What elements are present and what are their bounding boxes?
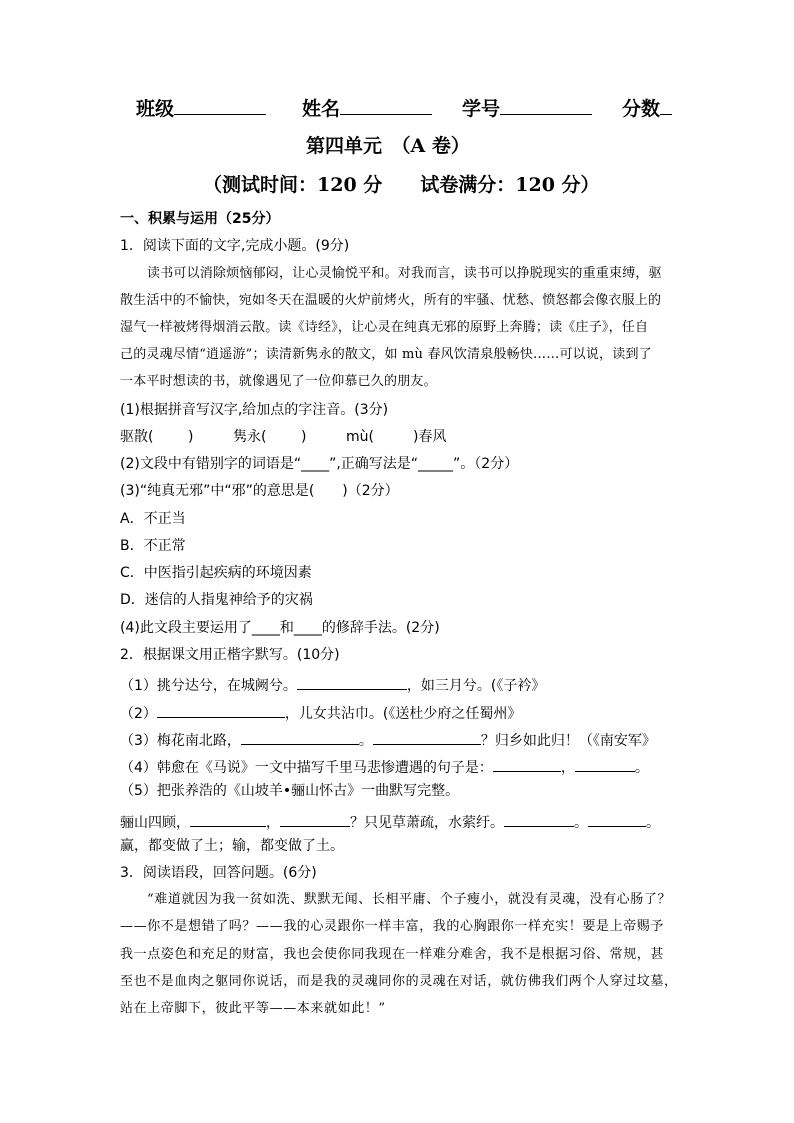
pinyin-item-2-open: 隽永( bbox=[233, 429, 267, 445]
q1-option-d[interactable]: D．迷信的人指鬼神给予的灾祸 bbox=[120, 592, 313, 608]
q2-line-4: （4）韩愈在《马说》一文中描写千里马悲惨遭遇的句子是： ， 。 bbox=[120, 757, 649, 775]
q3-passage-line: 站在上帝脚下，彼此平等——本来就如此！” bbox=[120, 1001, 386, 1016]
score-label: 分数 bbox=[622, 98, 661, 120]
page-subtitle: （测试时间：120 分 试卷满分：120 分） bbox=[203, 174, 600, 196]
q3-passage-line: 我一点姿色和充足的财富，我也会使你同我现在一样难分难舍，我不是根据习俗、常规，甚 bbox=[120, 947, 665, 962]
q2-line-5: （5）把张养浩的《山坡羊•骊山怀古》一曲默写完整。 bbox=[120, 783, 460, 799]
number-label: 学号 bbox=[462, 98, 501, 120]
answer-blank[interactable] bbox=[373, 730, 481, 745]
pinyin-item-1-close[interactable]: ) bbox=[188, 429, 194, 445]
q1-sub2: (2)文段中有错别字的词语是“____”,正确写法是“_____”。（2分） bbox=[120, 456, 519, 472]
answer-blank[interactable] bbox=[588, 812, 646, 827]
q1-sub4: (4)此文段主要运用了____和____的修辞手法。(2分) bbox=[120, 620, 440, 636]
name-label: 姓名 bbox=[302, 98, 341, 120]
q3-stem: 3．阅读语段，回答问题。(6分) bbox=[120, 865, 317, 881]
q1-sub3: (3)“纯真无邪”中“邪”的意思是( )（2分） bbox=[120, 483, 399, 499]
answer-blank[interactable] bbox=[493, 757, 561, 772]
pinyin-item-3-open: mù( bbox=[346, 429, 374, 445]
q1-passage-line: 散生活中的不愉快，宛如冬天在温暖的火炉前烤火，所有的牢骚、忧愁、愤怒都会像衣服上的 bbox=[120, 293, 662, 308]
q1-option-b[interactable]: B．不正常 bbox=[120, 538, 186, 554]
q3-passage-line: “难道就因为我一贫如洗、默默无闻、长相平庸、个子瘦小，就没有灵魂，没有心肠了？ bbox=[147, 892, 672, 907]
number-field[interactable] bbox=[462, 100, 592, 119]
q1-passage-line: 一本平时想读的书，就像遇见了一位仰慕已久的朋友。 bbox=[120, 374, 437, 389]
score-field[interactable] bbox=[622, 100, 672, 119]
q1-passage-line: 己的灵魂尽情“逍遥游”；读清新隽永的散文，如 mù 春风饮清泉般畅快……可以说，读到了 bbox=[120, 347, 652, 362]
q1-passage-line: 湿气一样被烤得烟消云散。读《诗经》，让心灵在纯真无邪的原野上奔腾；读《庄子》，任自 bbox=[120, 320, 649, 335]
q2-line-6: 骊山四顾， ， ？只见草萧疏，水萦纡。 。 。 bbox=[120, 812, 660, 830]
q2-line-1: （1）挑兮达兮，在城阙兮。 ，如三月兮。(《子衿》 bbox=[120, 675, 545, 693]
answer-blank[interactable] bbox=[241, 730, 359, 745]
q2-line-7: 赢，都变做了土；输，都变做了土。 bbox=[120, 838, 344, 854]
answer-blank[interactable] bbox=[297, 675, 407, 690]
answer-blank[interactable] bbox=[190, 812, 266, 827]
section-heading: 一、积累与运用（25分） bbox=[120, 211, 280, 227]
page-title: 第四单元 （A 卷） bbox=[306, 135, 470, 157]
q2-line-3: （3）梅花南北路， 。 ？归乡如此归！（《南安军》 bbox=[120, 730, 656, 748]
answer-blank[interactable] bbox=[504, 812, 574, 827]
q3-passage-line: 至也不是血肉之躯同你说话，而是我的灵魂同你的灵魂在对话，就仿佛我们两个人穿过坟墓， bbox=[120, 974, 678, 989]
answer-blank[interactable] bbox=[280, 812, 350, 827]
name-field[interactable] bbox=[302, 100, 432, 119]
q1-option-a[interactable]: A．不正当 bbox=[120, 511, 186, 527]
q1-option-c[interactable]: C．中医指引起疾病的环境因素 bbox=[120, 565, 312, 581]
q1-sub1: (1)根据拼音写汉字,给加点的字注音。(3分) bbox=[120, 402, 389, 418]
pinyin-item-1-open: 驱散( bbox=[120, 429, 154, 445]
q1-passage-line: 读书可以消除烦恼郁闷，让心灵愉悦平和。对我而言，读书可以挣脱现实的重重束缚，驱 bbox=[147, 266, 662, 281]
pinyin-item-3-close[interactable]: )春风 bbox=[413, 429, 447, 445]
q2-stem: 2．根据课文用正楷字默写。(10分) bbox=[120, 647, 340, 663]
class-field[interactable] bbox=[136, 100, 266, 119]
pinyin-item-2-close[interactable]: ) bbox=[301, 429, 307, 445]
q1-stem: 1．阅读下面的文字,完成小题。(9分) bbox=[120, 238, 350, 254]
q3-passage-line: ——你不是想错了吗？——我的心灵跟你一样丰富，我的心胸跟你一样充实！要是上帝赐予 bbox=[120, 919, 665, 934]
q2-line-2: （2） ，儿女共沾巾。(《送杜少府之任蜀州》 bbox=[120, 703, 521, 721]
class-label: 班级 bbox=[136, 98, 175, 120]
answer-blank[interactable] bbox=[575, 757, 635, 772]
answer-blank[interactable] bbox=[157, 703, 285, 718]
